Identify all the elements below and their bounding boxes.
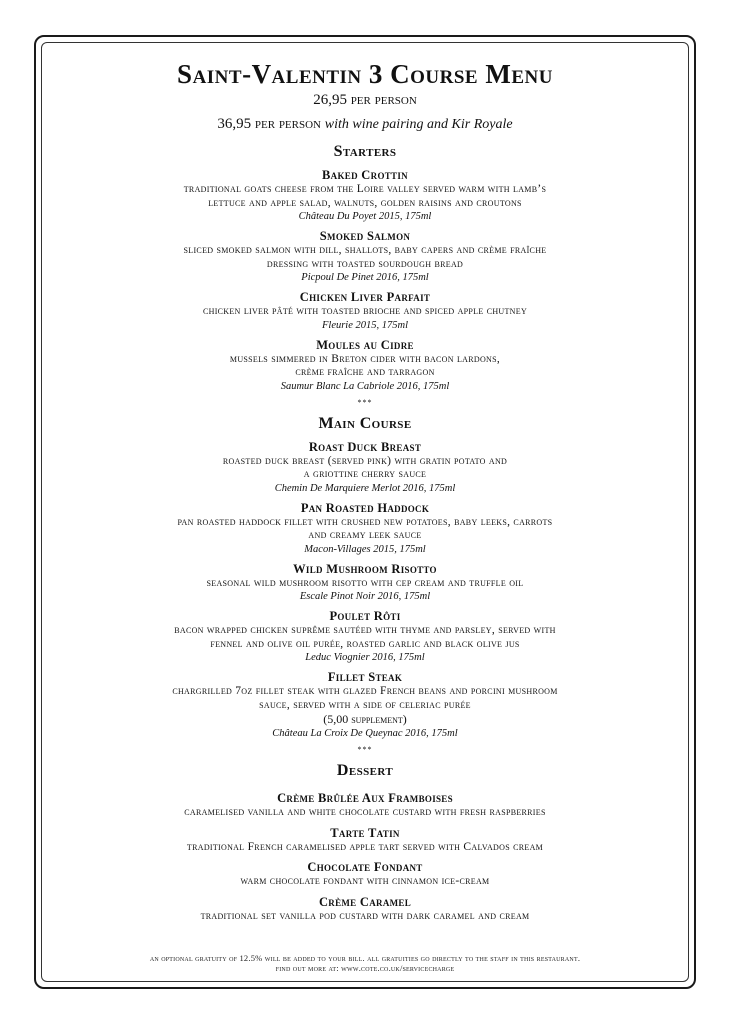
section-main-course [50, 414, 680, 741]
dish-pan-roasted-haddock [50, 501, 680, 556]
dish-chocolate-fondant [50, 860, 680, 889]
dish-name: Pan Roasted Haddock [300, 500, 430, 515]
price-per-person: 26,95 per person [313, 92, 417, 108]
dish-name: Moules au Cidre [316, 337, 414, 352]
dish-description: chicken liver pâté with toasted brioche and spiced apple chutney [202, 305, 528, 317]
gratuity-notice-line: an optional gratuity of 12.5% will be added to your bill. all gratuities go directly to the staff in this restaurant. [149, 953, 581, 963]
dish-baked-crottin [50, 168, 680, 223]
dish-name: Crème Brûlée Aux Framboises [277, 791, 453, 805]
dish-wine: Escale Pinot Noir 2016, 175ml [299, 591, 431, 602]
service-charge-link-text: find out more at: www.cote.co.uk/servicecharge [275, 963, 455, 973]
dish-name: Fillet Steak [327, 670, 403, 684]
dish-wine: Saumur Blanc La Cabriole 2016, 175ml [280, 380, 450, 392]
gratuity-notice [50, 953, 680, 973]
dish-wine: Fleurie 2015, 175ml [321, 319, 409, 331]
section-title-starters: Starters [333, 143, 397, 160]
dish-supplement: (5,00 supplement) [323, 712, 407, 726]
menu-content [50, 58, 680, 929]
section-separator: *** [357, 397, 373, 407]
dish-description: roasted duck breast (served pink) with gratin potato and a griottine cherry sauce [222, 454, 508, 480]
dish-description: traditional set vanilla pod custard with dark caramel and cream [200, 909, 530, 922]
dish-wild-mushroom-risotto [50, 562, 680, 604]
dish-name: Smoked Salmon [319, 229, 411, 243]
section-title-dessert: Dessert [336, 762, 394, 779]
dish-roast-duck-breast [50, 440, 680, 495]
dish-description: traditional French caramelised apple tart served with Calvados cream [186, 840, 544, 853]
dish-moules-au-cidre [50, 338, 680, 393]
dish-fillet-steak [50, 670, 680, 740]
dish-wine: Chemin De Marquiere Merlot 2016, 175ml [274, 482, 456, 494]
dish-name: Baked Crottin [322, 168, 408, 182]
dish-smoked-salmon [50, 229, 680, 284]
dish-name: Wild Mushroom Risotto [293, 561, 437, 576]
dish-name: Roast Duck Breast [308, 439, 422, 454]
section-starters [50, 142, 680, 393]
dish-wine: Leduc Viognier 2016, 175ml [305, 652, 425, 663]
dish-name: Chicken Liver Parfait [299, 290, 431, 304]
dish-name: Poulet Rôti [329, 609, 401, 623]
price-with-wine-amount: 36,95 per person [217, 116, 321, 132]
dish-description: mussels simmered in Breton cider with bacon lardons, crème fraîche and tarragon [229, 352, 501, 378]
price-with-wine [50, 114, 680, 135]
section-dessert [50, 761, 680, 923]
dish-description: warm chocolate fondant with cinnamon ice-cream [240, 875, 490, 887]
dish-creme-brulee [50, 791, 680, 820]
price-with-wine-note: with wine pairing and Kir Royale [324, 117, 513, 132]
dish-tarte-tatin [50, 826, 680, 855]
section-separator: *** [357, 745, 373, 754]
dish-creme-caramel [50, 895, 680, 924]
dish-description: chargrilled 7oz fillet steak with glazed French beans and porcini mushroom sauce, served with a side of celeriac purée [172, 685, 558, 711]
dish-wine: Château La Croix De Queynac 2016, 175ml [272, 728, 458, 739]
dish-wine: Picpoul De Pinet 2016, 175ml [301, 272, 429, 283]
dish-description: seasonal wild mushroom risotto with cep cream and truffle oil [206, 576, 524, 589]
menu-title: Saint-Valentin 3 Course Menu [177, 59, 553, 89]
dish-name: Tarte Tatin [330, 825, 400, 840]
dish-name: Chocolate Fondant [307, 860, 423, 874]
dish-description: pan roasted haddock fillet with crushed new potatoes, baby leeks, carrots and creamy leek sauce [177, 515, 553, 541]
dish-chicken-liver-parfait [50, 290, 680, 332]
dish-name: Crème Caramel [318, 894, 412, 909]
section-title-main-course: Main Course [318, 414, 412, 432]
dish-description: traditional goats cheese from the Loire valley served warm with lamb’s lettuce and apple salad, walnuts, golden raisins and croutons [183, 183, 547, 209]
dish-wine: Château Du Poyet 2015, 175ml [298, 211, 432, 222]
dish-description: sliced smoked salmon with dill, shallots, baby capers and crème fraîche dressing with toasted sourdough bread [183, 244, 547, 270]
dish-poulet-roti [50, 609, 680, 664]
dish-wine: Macon-Villages 2015, 175ml [304, 543, 426, 555]
dish-description: caramelised vanilla and white chocolate custard with fresh raspberries [184, 806, 546, 818]
dish-description: bacon wrapped chicken suprême sautéed with thyme and parsley, served with fennel and olive oil purée, roasted garlic and black olive jus [174, 624, 556, 650]
